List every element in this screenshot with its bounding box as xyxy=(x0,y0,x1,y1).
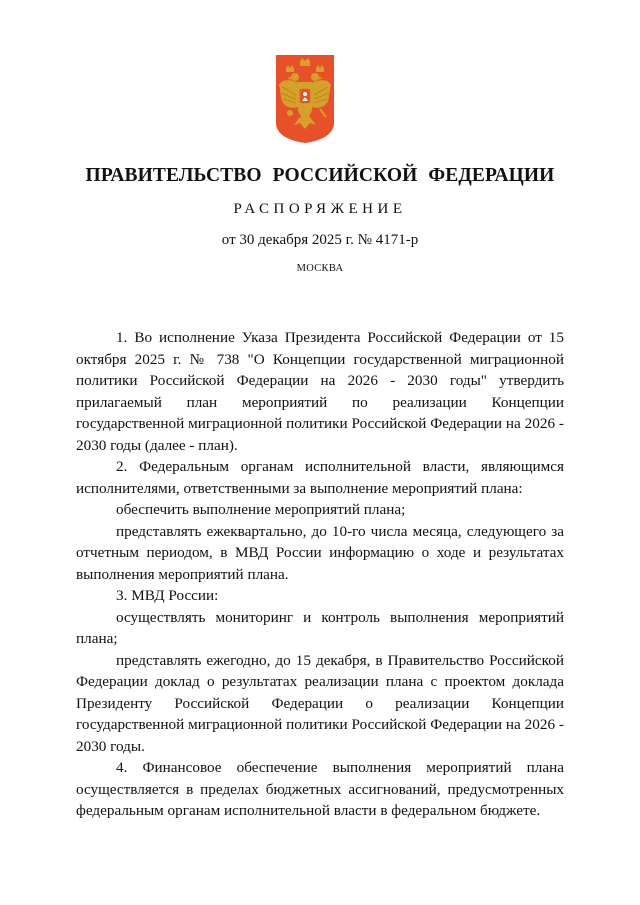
paragraph-3-item-2: представлять ежегодно, до 15 декабря, в Правительство Российской Федерации доклад о результатах реализации плана с проектом доклада Президенту Российской Федерации о реализации Концепции государственной миграционной политики Российской Федерации на 2026 - 2030 годы. xyxy=(76,651,564,755)
document-type: РАСПОРЯЖЕНИЕ xyxy=(233,201,407,217)
paragraph-1: 1. Во исполнение Указа Президента Российской Федерации от 15 октября 2025 г. № 738 "О Концепции государственной миграционной политики Российской Федерации на 2026 - 2030 годы" утвердить прилагаемый план мероприятий по реализации Концепции государственной миграционной политики Российской Федерации на 2026 - 2030 годы (далее - план). xyxy=(76,329,564,454)
paragraph-4: 4. Финансовое обеспечение выполнения мероприятий плана осуществляется в пределах бюджетных ассигнований, предусмотренных федеральным органам исполнительной власти в федеральном бюджете. xyxy=(76,759,564,819)
government-title: ПРАВИТЕЛЬСТВО РОССИЙСКОЙ ФЕДЕРАЦИИ xyxy=(85,165,555,186)
paragraph-3: 3. МВД России: xyxy=(116,587,219,604)
paragraph-2: 2. Федеральным органам исполнительной власти, являющимся исполнителями, ответственными за выполнение мероприятий плана: xyxy=(76,458,564,497)
paragraph-2-item-2: представлять ежеквартально, до 10-го числа месяца, следующего за отчетным периодом, в МВД России информацию о ходе и результатах выполнения мероприятий плана. xyxy=(76,522,564,583)
russian-coat-of-arms-icon xyxy=(276,55,334,143)
paragraph-2-item-1: обеспечить выполнение мероприятий плана; xyxy=(116,501,406,518)
document-city: МОСКВА xyxy=(296,263,344,274)
document-body xyxy=(76,327,564,822)
paragraph-3-item-1: осуществлять мониторинг и контроль выполнения мероприятий плана; xyxy=(76,608,564,647)
document-date-number: от 30 декабря 2025 г. № 4171-р xyxy=(221,232,419,248)
